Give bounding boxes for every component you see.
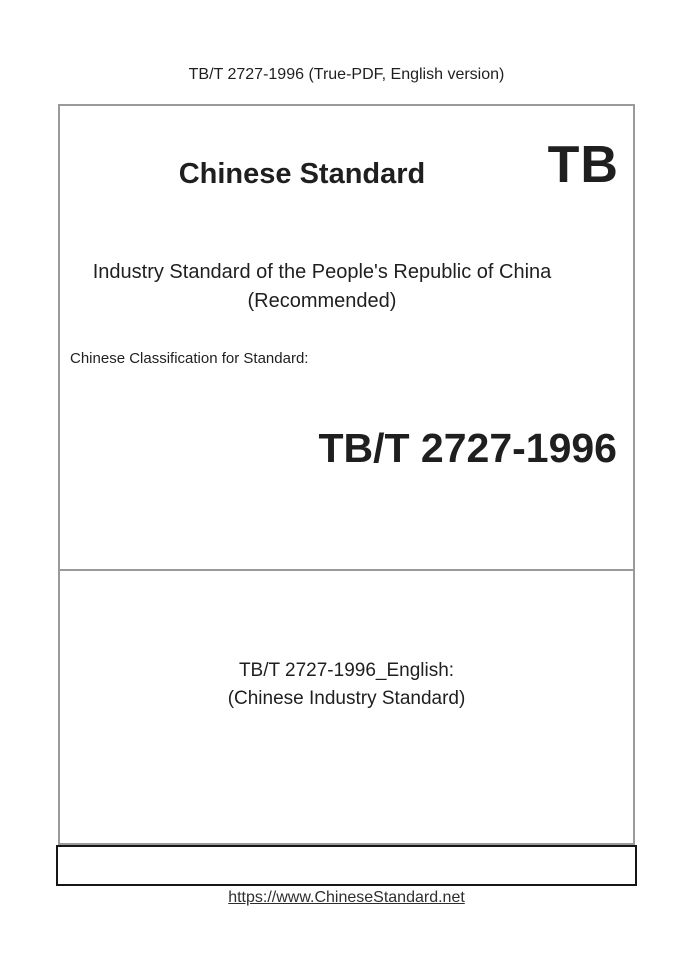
cover-top-section bbox=[58, 104, 635, 571]
site-link[interactable]: https://www.ChineseStandard.net bbox=[228, 889, 465, 906]
subtitle-line-2: (Recommended) bbox=[247, 290, 397, 312]
page-footer bbox=[0, 889, 693, 907]
brand-title: Chinese Standard bbox=[178, 158, 426, 190]
english-title-line-1: TB/T 2727-1996_English: bbox=[238, 660, 455, 681]
classification-label: Chinese Classification for Standard: bbox=[70, 350, 309, 367]
page-header-doc-label: TB/T 2727-1996 (True-PDF, English version) bbox=[188, 66, 505, 83]
cover-middle-section bbox=[58, 571, 635, 845]
standard-subtitle bbox=[60, 258, 584, 316]
english-title-line-2: (Chinese Industry Standard) bbox=[227, 688, 466, 709]
english-title-block bbox=[60, 657, 633, 713]
subtitle-line-1: Industry Standard of the People's Republic of China bbox=[92, 261, 552, 283]
standard-prefix: TB bbox=[547, 136, 619, 194]
cover-bottom-empty-section bbox=[56, 845, 637, 886]
standard-number: TB/T 2727-1996 bbox=[318, 425, 617, 471]
